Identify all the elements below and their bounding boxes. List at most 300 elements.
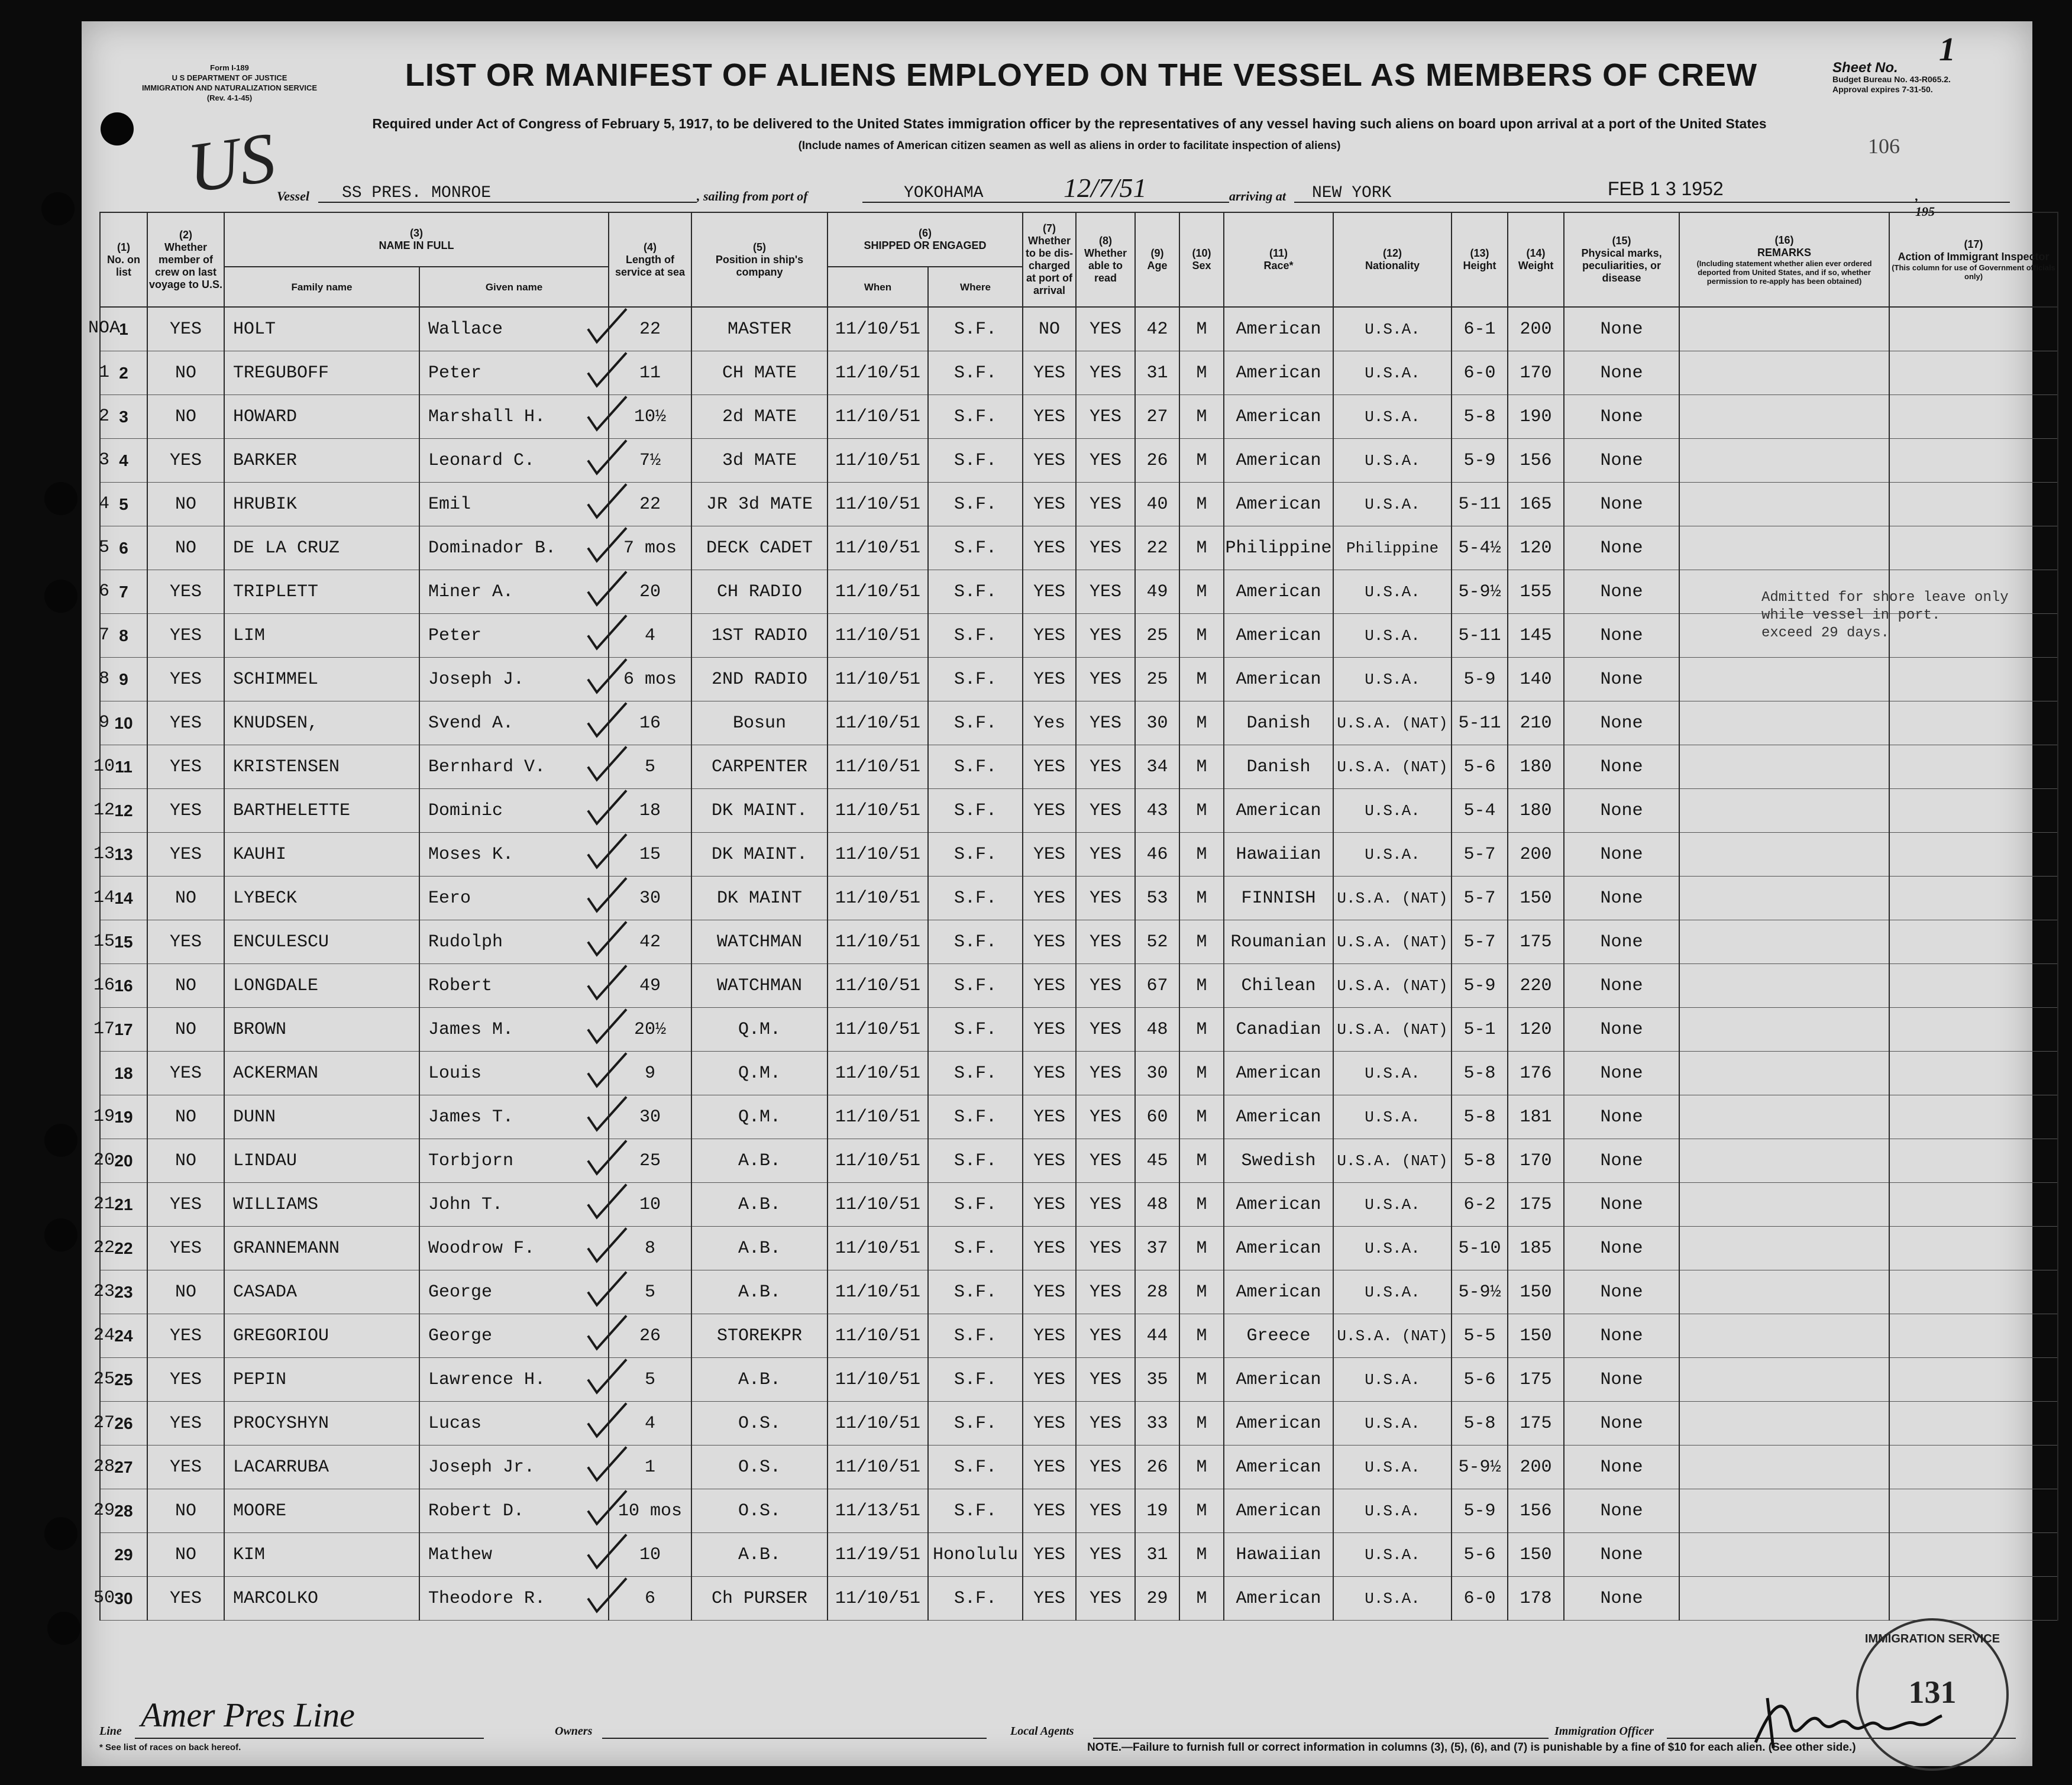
cell-sex: M xyxy=(1179,1314,1224,1358)
given-name-header: Given name xyxy=(419,267,609,307)
cell-height: 5-9½ xyxy=(1452,1446,1508,1489)
cell-family: MOORE xyxy=(224,1489,419,1533)
cell-service: 4 xyxy=(609,1402,691,1446)
cell-service: 9 xyxy=(609,1052,691,1095)
cell-nat: U.S.A. xyxy=(1333,439,1452,483)
cell-marks: None xyxy=(1564,1139,1679,1183)
cell-family: KNUDSEN, xyxy=(224,701,419,745)
cell-discharge: YES xyxy=(1023,483,1076,526)
sailing-label: , sailing from port of xyxy=(697,189,808,203)
department: U S DEPARTMENT OF JUSTICE xyxy=(172,73,287,82)
cell-discharge: YES xyxy=(1023,877,1076,920)
cell-age: 44 xyxy=(1135,1314,1179,1358)
cell-given: Louis xyxy=(419,1052,609,1095)
cell-prev: NO xyxy=(147,877,224,920)
pencil-number: 106 xyxy=(1868,134,1900,158)
cell-race: American xyxy=(1224,1446,1333,1489)
cell-race: Hawaiian xyxy=(1224,1533,1333,1577)
cell-read: YES xyxy=(1076,1095,1135,1139)
cell-nat: U.S.A. xyxy=(1333,1446,1452,1489)
cell-no: 19 xyxy=(100,1095,147,1139)
cell-when: 11/10/51 xyxy=(827,658,928,701)
cell-discharge: YES xyxy=(1023,570,1076,614)
cell-discharge: YES xyxy=(1023,745,1076,789)
cell-sex: M xyxy=(1179,351,1224,395)
cell-height: 5-9½ xyxy=(1452,570,1508,614)
cell-family: BARKER xyxy=(224,439,419,483)
form-number: Form I-189 xyxy=(210,63,249,72)
cell-no: 24 xyxy=(100,1314,147,1358)
cell-where: S.F. xyxy=(928,1314,1023,1358)
cell-marks: None xyxy=(1564,877,1679,920)
check-mark xyxy=(588,703,626,736)
cell-when: 11/10/51 xyxy=(827,1139,928,1183)
cell-height: 5-8 xyxy=(1452,1052,1508,1095)
cell-age: 45 xyxy=(1135,1139,1179,1183)
col-11-header: (11) Race* xyxy=(1224,212,1333,307)
side-number: 19 xyxy=(93,1106,115,1127)
cell-sex: M xyxy=(1179,789,1224,833)
cell-sex: M xyxy=(1179,614,1224,658)
check-mark xyxy=(588,747,626,780)
arriving-port: NEW YORK xyxy=(1312,184,1392,202)
check-mark xyxy=(588,922,626,955)
cell-when: 11/10/51 xyxy=(827,526,928,570)
budget-bureau: Budget Bureau No. 43-R065.2. xyxy=(1832,75,1951,84)
cell-age: 34 xyxy=(1135,745,1179,789)
cell-service: 30 xyxy=(609,877,691,920)
check-mark xyxy=(588,1404,626,1437)
cell-height: 5-8 xyxy=(1452,1139,1508,1183)
cell-race: Danish xyxy=(1224,745,1333,789)
cell-weight: 185 xyxy=(1508,1227,1564,1270)
cell-service: 10 xyxy=(609,1183,691,1227)
cell-family: TREGUBOFF xyxy=(224,351,419,395)
cell-sex: M xyxy=(1179,526,1224,570)
cell-race: American xyxy=(1224,614,1333,658)
cell-given: James T. xyxy=(419,1095,609,1139)
cell-sex: M xyxy=(1179,1008,1224,1052)
cell-sex: M xyxy=(1179,1402,1224,1446)
cell-age: 31 xyxy=(1135,351,1179,395)
cell-weight: 200 xyxy=(1508,833,1564,877)
cell-race: Danish xyxy=(1224,701,1333,745)
cell-race: American xyxy=(1224,1227,1333,1270)
cell-when: 11/10/51 xyxy=(827,745,928,789)
cell-marks: None xyxy=(1564,1314,1679,1358)
sheet-number: 1 xyxy=(1939,31,1955,68)
cell-height: 5-9 xyxy=(1452,964,1508,1008)
cell-where: Honolulu xyxy=(928,1533,1023,1577)
cell-no: 1 xyxy=(100,307,147,351)
cell-family: KIM xyxy=(224,1533,419,1577)
cell-sex: M xyxy=(1179,1227,1224,1270)
cell-discharge: YES xyxy=(1023,1183,1076,1227)
cell-height: 5-9 xyxy=(1452,658,1508,701)
cell-read: YES xyxy=(1076,1446,1135,1489)
cell-position: O.S. xyxy=(691,1402,827,1446)
side-number: 5 xyxy=(98,537,109,558)
cell-when: 11/10/51 xyxy=(827,307,928,351)
cell-read: YES xyxy=(1076,964,1135,1008)
stamp-text: IMMIGRATION SERVICE xyxy=(1864,1632,2000,1645)
cell-sex: M xyxy=(1179,745,1224,789)
cell-height: 5-10 xyxy=(1452,1227,1508,1270)
cell-position: A.B. xyxy=(691,1270,827,1314)
cell-age: 25 xyxy=(1135,614,1179,658)
cell-prev: YES xyxy=(147,1402,224,1446)
cell-service: 10 mos xyxy=(609,1489,691,1533)
cell-height: 5-11 xyxy=(1452,483,1508,526)
cell-age: 26 xyxy=(1135,1446,1179,1489)
cell-when: 11/10/51 xyxy=(827,1402,928,1446)
cell-read: YES xyxy=(1076,1489,1135,1533)
cell-race: American xyxy=(1224,1183,1333,1227)
cell-height: 5-6 xyxy=(1452,1358,1508,1402)
cell-service: 6 mos xyxy=(609,658,691,701)
manifest-sheet xyxy=(82,21,2055,1766)
side-number: 17 xyxy=(93,1018,115,1039)
side-number: 50 xyxy=(93,1587,115,1608)
cell-sex: M xyxy=(1179,658,1224,701)
cell-weight: 120 xyxy=(1508,1008,1564,1052)
cell-given: Peter xyxy=(419,614,609,658)
cell-read: YES xyxy=(1076,395,1135,439)
cell-age: 27 xyxy=(1135,395,1179,439)
cell-height: 5-9 xyxy=(1452,1489,1508,1533)
cell-where: S.F. xyxy=(928,877,1023,920)
cell-race: American xyxy=(1224,1052,1333,1095)
cell-where: S.F. xyxy=(928,789,1023,833)
cell-read: YES xyxy=(1076,833,1135,877)
cell-where: S.F. xyxy=(928,351,1023,395)
cell-when: 11/10/51 xyxy=(827,1183,928,1227)
cell-weight: 176 xyxy=(1508,1052,1564,1095)
cell-height: 5-7 xyxy=(1452,877,1508,920)
remarks-line-1: Admitted for shore leave only xyxy=(1761,590,2009,606)
cell-height: 5-8 xyxy=(1452,1095,1508,1139)
cell-family: GRANNEMANN xyxy=(224,1227,419,1270)
cell-marks: None xyxy=(1564,351,1679,395)
cell-prev: YES xyxy=(147,1358,224,1402)
cell-no: 20 xyxy=(100,1139,147,1183)
approval-expiry: Approval expires 7-31-50. xyxy=(1832,85,1933,94)
cell-service: 49 xyxy=(609,964,691,1008)
cell-age: 43 xyxy=(1135,789,1179,833)
cell-weight: 155 xyxy=(1508,570,1564,614)
cell-age: 28 xyxy=(1135,1270,1179,1314)
cell-discharge: YES xyxy=(1023,439,1076,483)
cell-nat: Philippine xyxy=(1333,526,1452,570)
check-mark xyxy=(588,1053,626,1086)
cell-age: 53 xyxy=(1135,877,1179,920)
cell-position: Q.M. xyxy=(691,1052,827,1095)
cell-read: YES xyxy=(1076,1577,1135,1621)
cell-prev: YES xyxy=(147,570,224,614)
cell-read: YES xyxy=(1076,701,1135,745)
side-number: 13 xyxy=(93,843,115,864)
cell-no: 30 xyxy=(100,1577,147,1621)
side-number: 21 xyxy=(93,1194,115,1214)
cell-age: 26 xyxy=(1135,439,1179,483)
cell-given: John T. xyxy=(419,1183,609,1227)
cell-when: 11/10/51 xyxy=(827,483,928,526)
col-17-header: (17) Action of Immigrant Inspector (This column for use of Government officials only) xyxy=(1889,212,2058,307)
col-7-header: (7) Whether to be dis-charged at port of arrival xyxy=(1023,212,1076,307)
cell-weight: 178 xyxy=(1508,1577,1564,1621)
cell-service: 6 xyxy=(609,1577,691,1621)
check-mark xyxy=(588,1491,626,1524)
cell-nat: U.S.A. xyxy=(1333,1402,1452,1446)
cell-read: YES xyxy=(1076,570,1135,614)
cell-marks: None xyxy=(1564,658,1679,701)
cell-read: YES xyxy=(1076,351,1135,395)
cell-prev: YES xyxy=(147,1227,224,1270)
check-mark xyxy=(588,1579,626,1612)
cell-height: 5-8 xyxy=(1452,395,1508,439)
cell-marks: None xyxy=(1564,1227,1679,1270)
cell-sex: M xyxy=(1179,570,1224,614)
punch-hole xyxy=(41,192,75,225)
cell-marks: None xyxy=(1564,1577,1679,1621)
cell-weight: 156 xyxy=(1508,439,1564,483)
handwritten-mark: US xyxy=(183,117,280,208)
cell-nat: U.S.A. xyxy=(1333,1533,1452,1577)
cell-prev: YES xyxy=(147,614,224,658)
cell-nat: U.S.A. (NAT) xyxy=(1333,745,1452,789)
page-subtitle: Required under Act of Congress of February 5, 1917, to be delivered to the United States immigration officer by the representatives of any vessel having such aliens on board upon arrival at a port of the United States xyxy=(372,116,1767,131)
cell-no: 8 xyxy=(100,614,147,658)
cell-nat: U.S.A. (NAT) xyxy=(1333,964,1452,1008)
cell-when: 11/10/51 xyxy=(827,789,928,833)
vessel-name: SS PRES. MONROE xyxy=(342,184,492,202)
cell-where: S.F. xyxy=(928,1270,1023,1314)
cell-sex: M xyxy=(1179,395,1224,439)
cell-sex: M xyxy=(1179,833,1224,877)
cell-marks: None xyxy=(1564,1095,1679,1139)
cell-service: 15 xyxy=(609,833,691,877)
cell-service: 5 xyxy=(609,1270,691,1314)
cell-read: YES xyxy=(1076,1183,1135,1227)
cell-where: S.F. xyxy=(928,1183,1023,1227)
cell-when: 11/10/51 xyxy=(827,877,928,920)
side-number: 16 xyxy=(93,975,115,995)
cell-position: CARPENTER xyxy=(691,745,827,789)
cell-prev: YES xyxy=(147,1577,224,1621)
cell-position: 2ND RADIO xyxy=(691,658,827,701)
cell-where: S.F. xyxy=(928,439,1023,483)
cell-where: S.F. xyxy=(928,570,1023,614)
cell-no: 22 xyxy=(100,1227,147,1270)
cell-height: 5-5 xyxy=(1452,1314,1508,1358)
punch-hole xyxy=(101,112,134,145)
cell-when: 11/10/51 xyxy=(827,1227,928,1270)
cell-race: American xyxy=(1224,1270,1333,1314)
col-9-header: (9) Age xyxy=(1135,212,1179,307)
cell-nat: U.S.A. xyxy=(1333,1489,1452,1533)
cell-where: S.F. xyxy=(928,920,1023,964)
col-12-header: (12) Nationality xyxy=(1333,212,1452,307)
side-number: NOA xyxy=(88,318,120,339)
cell-prev: NO xyxy=(147,1139,224,1183)
cell-marks: None xyxy=(1564,526,1679,570)
cell-when: 11/10/51 xyxy=(827,1446,928,1489)
cell-read: YES xyxy=(1076,1270,1135,1314)
cell-nat: U.S.A. (NAT) xyxy=(1333,920,1452,964)
cell-no: 23 xyxy=(100,1270,147,1314)
cell-nat: U.S.A. xyxy=(1333,395,1452,439)
cell-read: YES xyxy=(1076,1358,1135,1402)
cell-prev: YES xyxy=(147,745,224,789)
handwritten-date: 12/7/51 xyxy=(1064,173,1147,203)
cell-when: 11/10/51 xyxy=(827,964,928,1008)
cell-prev: YES xyxy=(147,1183,224,1227)
cell-prev: NO xyxy=(147,1095,224,1139)
cell-age: 19 xyxy=(1135,1489,1179,1533)
cell-discharge: YES xyxy=(1023,920,1076,964)
cell-where: S.F. xyxy=(928,1095,1023,1139)
cell-discharge: YES xyxy=(1023,1489,1076,1533)
check-mark xyxy=(588,1447,626,1480)
cell-weight: 175 xyxy=(1508,1358,1564,1402)
cell-service: 18 xyxy=(609,789,691,833)
cell-given: Bernhard V. xyxy=(419,745,609,789)
cell-where: S.F. xyxy=(928,1139,1023,1183)
cell-service: 16 xyxy=(609,701,691,745)
cell-position: DK MAINT. xyxy=(691,789,827,833)
cell-discharge: Yes xyxy=(1023,701,1076,745)
cell-height: 6-0 xyxy=(1452,351,1508,395)
check-mark xyxy=(588,397,626,430)
line-handwritten: Amer Pres Line xyxy=(141,1696,355,1734)
cell-nat: U.S.A. (NAT) xyxy=(1333,701,1452,745)
cell-discharge: YES xyxy=(1023,1533,1076,1577)
cell-discharge: YES xyxy=(1023,1577,1076,1621)
side-number: 2 xyxy=(98,406,109,426)
cell-marks: None xyxy=(1564,1358,1679,1402)
cell-height: 6-2 xyxy=(1452,1183,1508,1227)
cell-position: WATCHMAN xyxy=(691,964,827,1008)
col-2-header: (2) Whether member of crew on last voyage to U.S. xyxy=(147,212,224,307)
cell-where: S.F. xyxy=(928,1446,1023,1489)
cell-nat: U.S.A. xyxy=(1333,1270,1452,1314)
cell-position: DK MAINT xyxy=(691,877,827,920)
stamp-number: 131 xyxy=(1908,1674,1957,1710)
cell-position: Q.M. xyxy=(691,1095,827,1139)
cell-race: American xyxy=(1224,483,1333,526)
cell-given: Woodrow F. xyxy=(419,1227,609,1270)
cell-weight: 150 xyxy=(1508,1314,1564,1358)
cell-prev: NO xyxy=(147,1008,224,1052)
cell-service: 8 xyxy=(609,1227,691,1270)
cell-service: 10½ xyxy=(609,395,691,439)
cell-position: Bosun xyxy=(691,701,827,745)
cell-given: Wallace xyxy=(419,307,609,351)
cell-service: 1 xyxy=(609,1446,691,1489)
cell-height: 5-1 xyxy=(1452,1008,1508,1052)
cell-read: YES xyxy=(1076,1008,1135,1052)
cell-nat: U.S.A. xyxy=(1333,614,1452,658)
cell-position: A.B. xyxy=(691,1227,827,1270)
cell-race: Swedish xyxy=(1224,1139,1333,1183)
cell-age: 30 xyxy=(1135,1052,1179,1095)
cell-given: Leonard C. xyxy=(419,439,609,483)
check-mark xyxy=(588,528,626,561)
cell-position: Ch PURSER xyxy=(691,1577,827,1621)
check-mark xyxy=(588,441,626,474)
cell-height: 5-8 xyxy=(1452,1402,1508,1446)
cell-where: S.F. xyxy=(928,833,1023,877)
vessel-label: Vessel xyxy=(277,189,309,203)
cell-age: 33 xyxy=(1135,1402,1179,1446)
cell-prev: NO xyxy=(147,483,224,526)
col-8-header: (8) Whether able to read xyxy=(1076,212,1135,307)
cell-prev: YES xyxy=(147,1052,224,1095)
cell-given: Lucas xyxy=(419,1402,609,1446)
officer-label: Immigration Officer xyxy=(1554,1725,1654,1738)
cell-position: CH MATE xyxy=(691,351,827,395)
cell-family: LYBECK xyxy=(224,877,419,920)
cell-family: BARTHELETTE xyxy=(224,789,419,833)
check-mark xyxy=(588,1228,626,1262)
cell-no: 15 xyxy=(100,920,147,964)
cell-family: PROCYSHYN xyxy=(224,1402,419,1446)
cell-service: 7½ xyxy=(609,439,691,483)
cell-family: PEPIN xyxy=(224,1358,419,1402)
cell-height: 5-6 xyxy=(1452,745,1508,789)
cell-family: LONGDALE xyxy=(224,964,419,1008)
cell-nat: U.S.A. xyxy=(1333,1358,1452,1402)
cell-given: Miner A. xyxy=(419,570,609,614)
cell-marks: None xyxy=(1564,701,1679,745)
cell-no: 6 xyxy=(100,526,147,570)
cell-service: 26 xyxy=(609,1314,691,1358)
cell-weight: 220 xyxy=(1508,964,1564,1008)
cell-given: Moses K. xyxy=(419,833,609,877)
cell-given: Dominador B. xyxy=(419,526,609,570)
cell-no: 29 xyxy=(100,1533,147,1577)
cell-weight: 150 xyxy=(1508,1533,1564,1577)
cell-family: TRIPLETT xyxy=(224,570,419,614)
col-16-header: (16) REMARKS (Including statement whether alien ever ordered deported from United States, and if so, whether permission to re-apply has been obtained) xyxy=(1679,212,1889,307)
cell-when: 11/19/51 xyxy=(827,1533,928,1577)
cell-position: 1ST RADIO xyxy=(691,614,827,658)
side-number: 20 xyxy=(93,1150,115,1170)
cell-when: 11/13/51 xyxy=(827,1489,928,1533)
cell-age: 48 xyxy=(1135,1183,1179,1227)
cell-given: Robert D. xyxy=(419,1489,609,1533)
col-4-header: (4) Length of service at sea xyxy=(609,212,691,307)
cell-given: Lawrence H. xyxy=(419,1358,609,1402)
side-number: 23 xyxy=(93,1281,115,1302)
side-number: 12 xyxy=(93,800,115,820)
cell-read: YES xyxy=(1076,745,1135,789)
cell-weight: 170 xyxy=(1508,1139,1564,1183)
cell-nat: U.S.A. xyxy=(1333,307,1452,351)
cell-discharge: YES xyxy=(1023,1402,1076,1446)
cell-marks: None xyxy=(1564,1446,1679,1489)
cell-prev: NO xyxy=(147,526,224,570)
side-number: 9 xyxy=(98,712,109,733)
cell-age: 48 xyxy=(1135,1008,1179,1052)
cell-sex: M xyxy=(1179,1446,1224,1489)
cell-sex: M xyxy=(1179,1139,1224,1183)
cell-position: 3d MATE xyxy=(691,439,827,483)
cell-family: BROWN xyxy=(224,1008,419,1052)
cell-height: 5-9½ xyxy=(1452,1270,1508,1314)
cell-sex: M xyxy=(1179,1052,1224,1095)
family-name-header: Family name xyxy=(224,267,419,307)
